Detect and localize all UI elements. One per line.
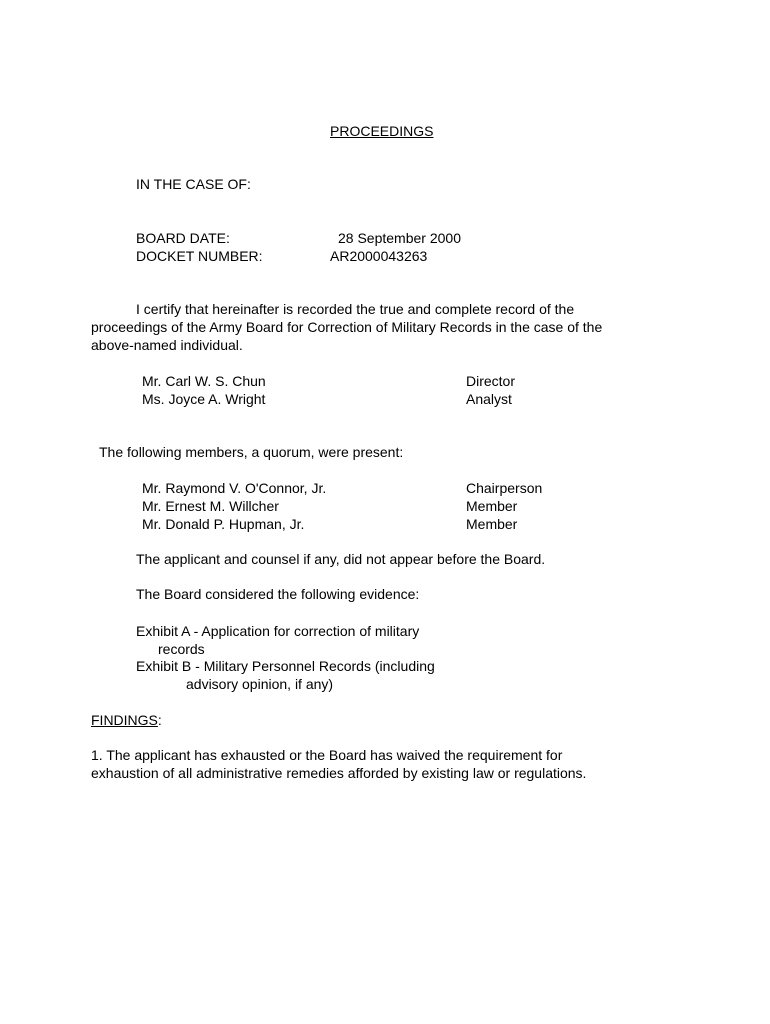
staff-name: Mr. Carl W. S. Chun (142, 373, 266, 389)
exhibit-b-line-1: Exhibit B - Military Personnel Records (including (136, 658, 435, 674)
certify-line-1: I certify that hereinafter is recorded the true and complete record of the (136, 301, 575, 317)
quorum-text: The following members, a quorum, were present: (99, 444, 404, 460)
member-name: Mr. Donald P. Hupman, Jr. (142, 516, 305, 532)
finding-1-line-2: exhaustion of all administrative remedies afforded by existing law or regulations. (91, 765, 587, 781)
member-name: Mr. Ernest M. Willcher (142, 498, 279, 514)
board-date-value: 28 September 2000 (338, 230, 461, 246)
exhibit-a-line-1: Exhibit A - Application for correction of military (136, 623, 420, 639)
finding-1-line-1: 1. The applicant has exhausted or the Board has waived the requirement for (91, 747, 563, 763)
certify-line-2: proceedings of the Army Board for Correction of Military Records in the case of the (91, 319, 603, 335)
findings-heading-text: FINDINGS (91, 712, 158, 728)
staff-role: Analyst (466, 391, 512, 407)
findings-colon: : (157, 712, 162, 728)
docket-number-value: AR2000043263 (330, 248, 428, 264)
member-role: Member (466, 516, 518, 532)
member-name: Mr. Raymond V. O'Connor, Jr. (142, 480, 327, 496)
staff-name: Ms. Joyce A. Wright (142, 391, 266, 407)
staff-role: Director (466, 373, 516, 389)
findings-heading (91, 711, 162, 729)
evidence-intro: The Board considered the following evidence: (136, 586, 420, 602)
docket-number-label: DOCKET NUMBER: (136, 248, 263, 264)
exhibit-b-line-2: advisory opinion, if any) (186, 676, 334, 692)
appearance-text: The applicant and counsel if any, did not appear before the Board. (136, 551, 546, 567)
exhibit-a-line-2: records (158, 641, 205, 657)
page-title: PROCEEDINGS (330, 123, 434, 139)
member-role: Member (466, 498, 518, 514)
member-role: Chairperson (466, 480, 543, 496)
board-date-label: BOARD DATE: (136, 230, 230, 246)
certify-line-3: above-named individual. (91, 337, 243, 353)
case-label: IN THE CASE OF: (136, 176, 251, 192)
